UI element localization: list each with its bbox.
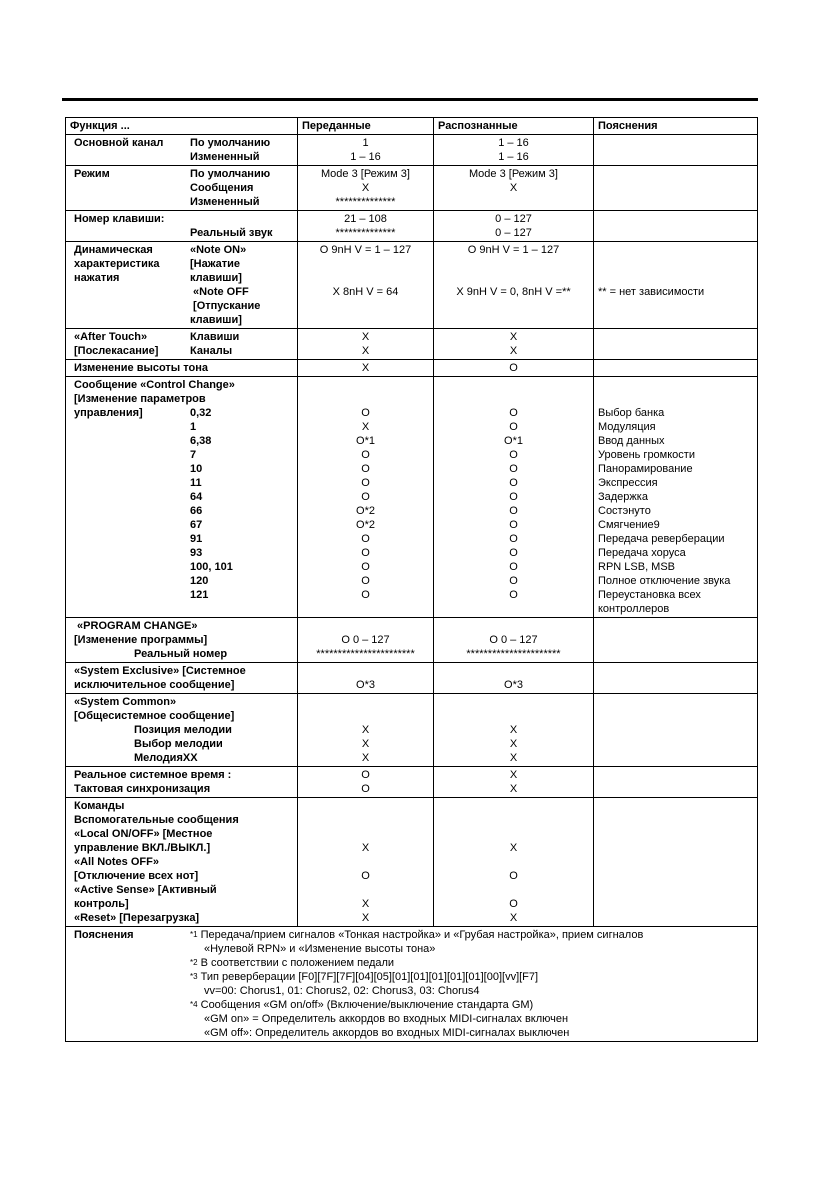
cell-text: ********************** (466, 648, 561, 660)
cell-text: Динамическая (74, 244, 153, 256)
cell-text: 64 (190, 491, 203, 503)
cell-text (438, 195, 589, 209)
cell-text: *4 (190, 1000, 198, 1009)
cell-text: O (509, 449, 518, 461)
cell-text: Смягчение9 (598, 519, 660, 531)
cell-text (438, 855, 589, 869)
cell-text: O (361, 769, 370, 781)
cell-text: Ввод данных (598, 435, 665, 447)
cell-text: 10 (190, 463, 203, 475)
cell-text: 91 (190, 533, 203, 545)
notes-list (190, 928, 643, 1040)
cell-text: O (509, 491, 518, 503)
cell-text: Каналы (190, 345, 233, 357)
cell-text: «System Common» (74, 696, 177, 708)
cell-text: «Note OFF (190, 286, 249, 298)
cell-text: X (361, 724, 370, 736)
cell-text: Измененный (190, 196, 260, 208)
cell-text: управления] (74, 407, 143, 419)
cell-text: O (509, 463, 518, 475)
cell-text: 6,38 (190, 435, 212, 447)
cell-text: Переустановка всех (598, 589, 701, 601)
cell-text: Полное отключение звука (598, 575, 731, 587)
header-transmitted: Переданные (298, 118, 434, 135)
cell-text: *3 (190, 972, 198, 981)
cell-text: «Reset» [Перезагрузка] (74, 912, 200, 924)
cell-text: X (361, 345, 370, 357)
header-rule (62, 98, 758, 101)
cell-text: X 8nH V = 64 (332, 286, 399, 298)
cell-text: O (509, 519, 518, 531)
cell-text: 66 (190, 505, 203, 517)
cell-text: «After Touch» (74, 331, 148, 343)
row-system-common (66, 694, 758, 767)
cell-text: X (509, 182, 518, 194)
cell-text: X (509, 752, 518, 764)
cell-text: «PROGRAM CHANGE» (74, 620, 198, 632)
cell-text: Экспрессия (598, 477, 658, 489)
cell-text: МелодияXX (134, 752, 198, 764)
cell-text (302, 855, 429, 869)
cell-text: [Общесистемное сообщение] (74, 710, 235, 722)
cell-text: O (361, 477, 370, 489)
cell-text: X (509, 769, 518, 781)
cell-text: X (509, 724, 518, 736)
cell-text: O (361, 463, 370, 475)
cell-text: X (361, 752, 370, 764)
cell-text: X (361, 738, 370, 750)
cell-text: 21 – 108 (344, 213, 387, 225)
cell-text: 1 – 16 (498, 151, 529, 163)
cell-text: O (361, 407, 370, 419)
cell-text (438, 827, 589, 841)
cell-text: 0,32 (190, 407, 212, 419)
row-notes (66, 927, 758, 1042)
cell-text: O (509, 870, 518, 882)
cell-text: X 9nH V = 0, 8nH V =** (456, 286, 571, 298)
cell-text: *1 (190, 930, 198, 939)
cell-text: Панорамирование (598, 463, 693, 475)
cell-text: Команды (74, 800, 125, 812)
cell-text: O (509, 477, 518, 489)
cell-text: O (509, 421, 518, 433)
cell-text: Уровень громкости (598, 449, 695, 461)
cell-text: O*1 (504, 435, 523, 447)
cell-text: 7 (190, 449, 197, 461)
row-system-exclusive (66, 663, 758, 694)
cell-text: «Note ON» (190, 244, 247, 256)
cell-text: [Отключение всех нот] (74, 870, 199, 882)
notes-title: Пояснения (74, 929, 134, 941)
header-recognized: Распознанные (434, 118, 594, 135)
cell-text (302, 799, 429, 813)
cell-text: Mode 3 [Режим 3] (321, 168, 410, 180)
cell-text: 1 – 16 (350, 151, 381, 163)
cell-text (438, 813, 589, 827)
mode-label: Режим (74, 168, 110, 180)
velocity-remark: ** = нет зависимости (598, 286, 705, 298)
cell-text: 120 (190, 575, 209, 587)
cell-text: Состэнуто (598, 505, 651, 517)
cell-text: O (509, 362, 518, 374)
cell-text: O 9nH V = 1 – 127 (319, 244, 412, 256)
cell-text: Передача реверберации (598, 533, 725, 545)
cell-text: Тактовая синхронизация (74, 783, 211, 795)
cell-text: исключительное сообщение] (74, 679, 235, 691)
cell-text (302, 827, 429, 841)
cell-text: «System Exclusive» [Системное (74, 665, 246, 677)
cell-text: O (361, 783, 370, 795)
cell-text: «Local ON/OFF» [Местное (74, 828, 213, 840)
cell-text: X (361, 898, 370, 910)
cell-text: O (509, 898, 518, 910)
row-velocity (66, 242, 758, 329)
cell-text: клавиши] (190, 272, 242, 284)
cell-text: [Отпускание (190, 300, 261, 312)
cell-text: «GM off»: Определитель аккордов во входных MIDI-сигналах выключен (204, 1027, 570, 1039)
cell-text (302, 813, 429, 827)
cell-text: 11 (190, 477, 202, 489)
cell-text: 0 – 127 (495, 227, 532, 239)
row-pitch-bend (66, 360, 758, 377)
cell-text: O (509, 533, 518, 545)
cell-text: Сообщения «GM on/off» (Включение/выключение стандарта GM) (197, 999, 534, 1011)
cell-text: Передача хоруса (598, 547, 686, 559)
cell-text: Реальный номер (134, 648, 228, 660)
table-header-row (66, 118, 758, 135)
cell-text: O (361, 589, 370, 601)
cell-text: ************** (335, 227, 396, 239)
cell-text: O 0 – 127 (341, 634, 390, 646)
row-program-change (66, 618, 758, 663)
cell-text: Сообщения (190, 182, 254, 194)
cell-text: Изменение высоты тона (74, 362, 208, 374)
cell-text: O (361, 870, 370, 882)
cell-text: «Нулевой RPN» и «Изменение высоты тона» (204, 943, 436, 955)
cell-text: В соответствии с положением педали (197, 957, 395, 969)
cell-text: O (361, 491, 370, 503)
cell-text: По умолчанию (190, 137, 271, 149)
cell-text: O*1 (356, 435, 375, 447)
cell-text (302, 883, 429, 897)
cell-text: O*2 (356, 505, 375, 517)
row-note-number (66, 211, 758, 242)
cell-text: X (361, 912, 370, 924)
cell-text: 121 (190, 589, 209, 601)
cell-text: «All Notes OFF» (74, 856, 159, 868)
cell-text: [Нажатие (190, 258, 241, 270)
cell-text: Реальное системное время : (74, 769, 232, 781)
basic-channel-label: Основной канал (74, 137, 164, 149)
row-system-realtime (66, 767, 758, 798)
cell-text: X (509, 331, 518, 343)
cell-text: RPN LSB, MSB (598, 561, 676, 573)
cell-text: O*2 (356, 519, 375, 531)
cell-text: Задержка (598, 491, 648, 503)
cell-text: X (361, 421, 370, 433)
cell-text: контроллеров (598, 603, 670, 615)
cell-text: Реальный звук (190, 227, 273, 239)
cell-text: O*3 (356, 679, 375, 691)
midi-implementation-table (65, 117, 758, 1042)
cell-text: O (361, 449, 370, 461)
cell-text (438, 799, 589, 813)
cell-text: 100, 101 (190, 561, 233, 573)
row-basic-channel (66, 135, 758, 166)
cell-text: O (509, 561, 518, 573)
cell-text: O*3 (504, 679, 523, 691)
row-aux-messages (66, 798, 758, 927)
cell-text: Вспомогательные сообщения (74, 814, 239, 826)
cell-text: O (509, 505, 518, 517)
cell-text: ************** (335, 196, 396, 208)
cell-text: Позиция мелодии (134, 724, 232, 736)
row-mode (66, 166, 758, 211)
cell-text: 1 – 16 (498, 137, 529, 149)
cell-text: O (361, 575, 370, 587)
cell-text: O (509, 589, 518, 601)
cell-text: O (509, 547, 518, 559)
cell-text: X (361, 331, 370, 343)
cell-text: [Изменение программы] (74, 634, 208, 646)
cell-text: [Изменение параметров (74, 393, 206, 405)
cell-text: O 0 – 127 (489, 634, 538, 646)
cell-text: По умолчанию (190, 168, 271, 180)
cell-text: Сообщение «Control Change» (74, 379, 235, 391)
cell-text: X (509, 912, 518, 924)
row-after-touch (66, 329, 758, 360)
cell-text: Выбор мелодии (134, 738, 223, 750)
cell-text: 93 (190, 547, 203, 559)
cell-text (438, 883, 589, 897)
cell-text: O (361, 547, 370, 559)
cell-text: X (509, 842, 518, 854)
cell-text: X (509, 345, 518, 357)
cell-text: X (509, 738, 518, 750)
header-remarks: Пояснения (594, 118, 758, 135)
cell-text: управление ВКЛ./ВЫКЛ.] (74, 842, 211, 854)
cell-text: X (361, 842, 370, 854)
cell-text: O 9nH V = 1 – 127 (467, 244, 560, 256)
cell-text: X (361, 182, 370, 194)
cell-text: O (509, 575, 518, 587)
cell-text: [Послекасание] (74, 345, 159, 357)
cell-text: X (361, 362, 370, 374)
cell-text: контроль] (74, 898, 129, 910)
cell-text: O (361, 533, 370, 545)
cell-text: *2 (190, 958, 198, 967)
cell-text: vv=00: Chorus1, 01: Chorus2, 02: Chorus3, 03: Chorus4 (204, 985, 480, 997)
cell-text: нажатия (74, 272, 120, 284)
cell-text: Измененный (190, 151, 260, 163)
cell-text: Передача/прием сигналов «Тонкая настройка» и «Грубая настройка», прием сигналов (197, 929, 644, 941)
cell-text: клавиши] (190, 314, 242, 326)
cell-text: «GM on» = Определитель аккордов во входных MIDI-сигналах включен (204, 1013, 569, 1025)
cell-text: 0 – 127 (495, 213, 532, 225)
cell-text: «Active Sense» [Активный (74, 884, 217, 896)
cell-text: O (361, 561, 370, 573)
cell-text: Выбор банка (598, 407, 665, 419)
cell-text: Клавиши (190, 331, 240, 343)
header-function: Функция ... (66, 118, 298, 135)
cell-text: 67 (190, 519, 203, 531)
cell-text: O (509, 407, 518, 419)
note-number-label: Номер клавиши: (74, 213, 165, 225)
cell-text: X (509, 783, 518, 795)
cell-text: характеристика (74, 258, 160, 270)
row-control-change (66, 377, 758, 618)
cell-text: Mode 3 [Режим 3] (469, 168, 558, 180)
cell-text: 1 (190, 421, 197, 433)
cell-text: Модуляция (598, 421, 656, 433)
cell-text: 1 (362, 137, 369, 149)
cell-text: *********************** (316, 648, 415, 660)
cell-text: Тип реверберации [F0][7F][7F][04][05][01][01][01][01][01][00][vv][F7] (197, 971, 539, 983)
